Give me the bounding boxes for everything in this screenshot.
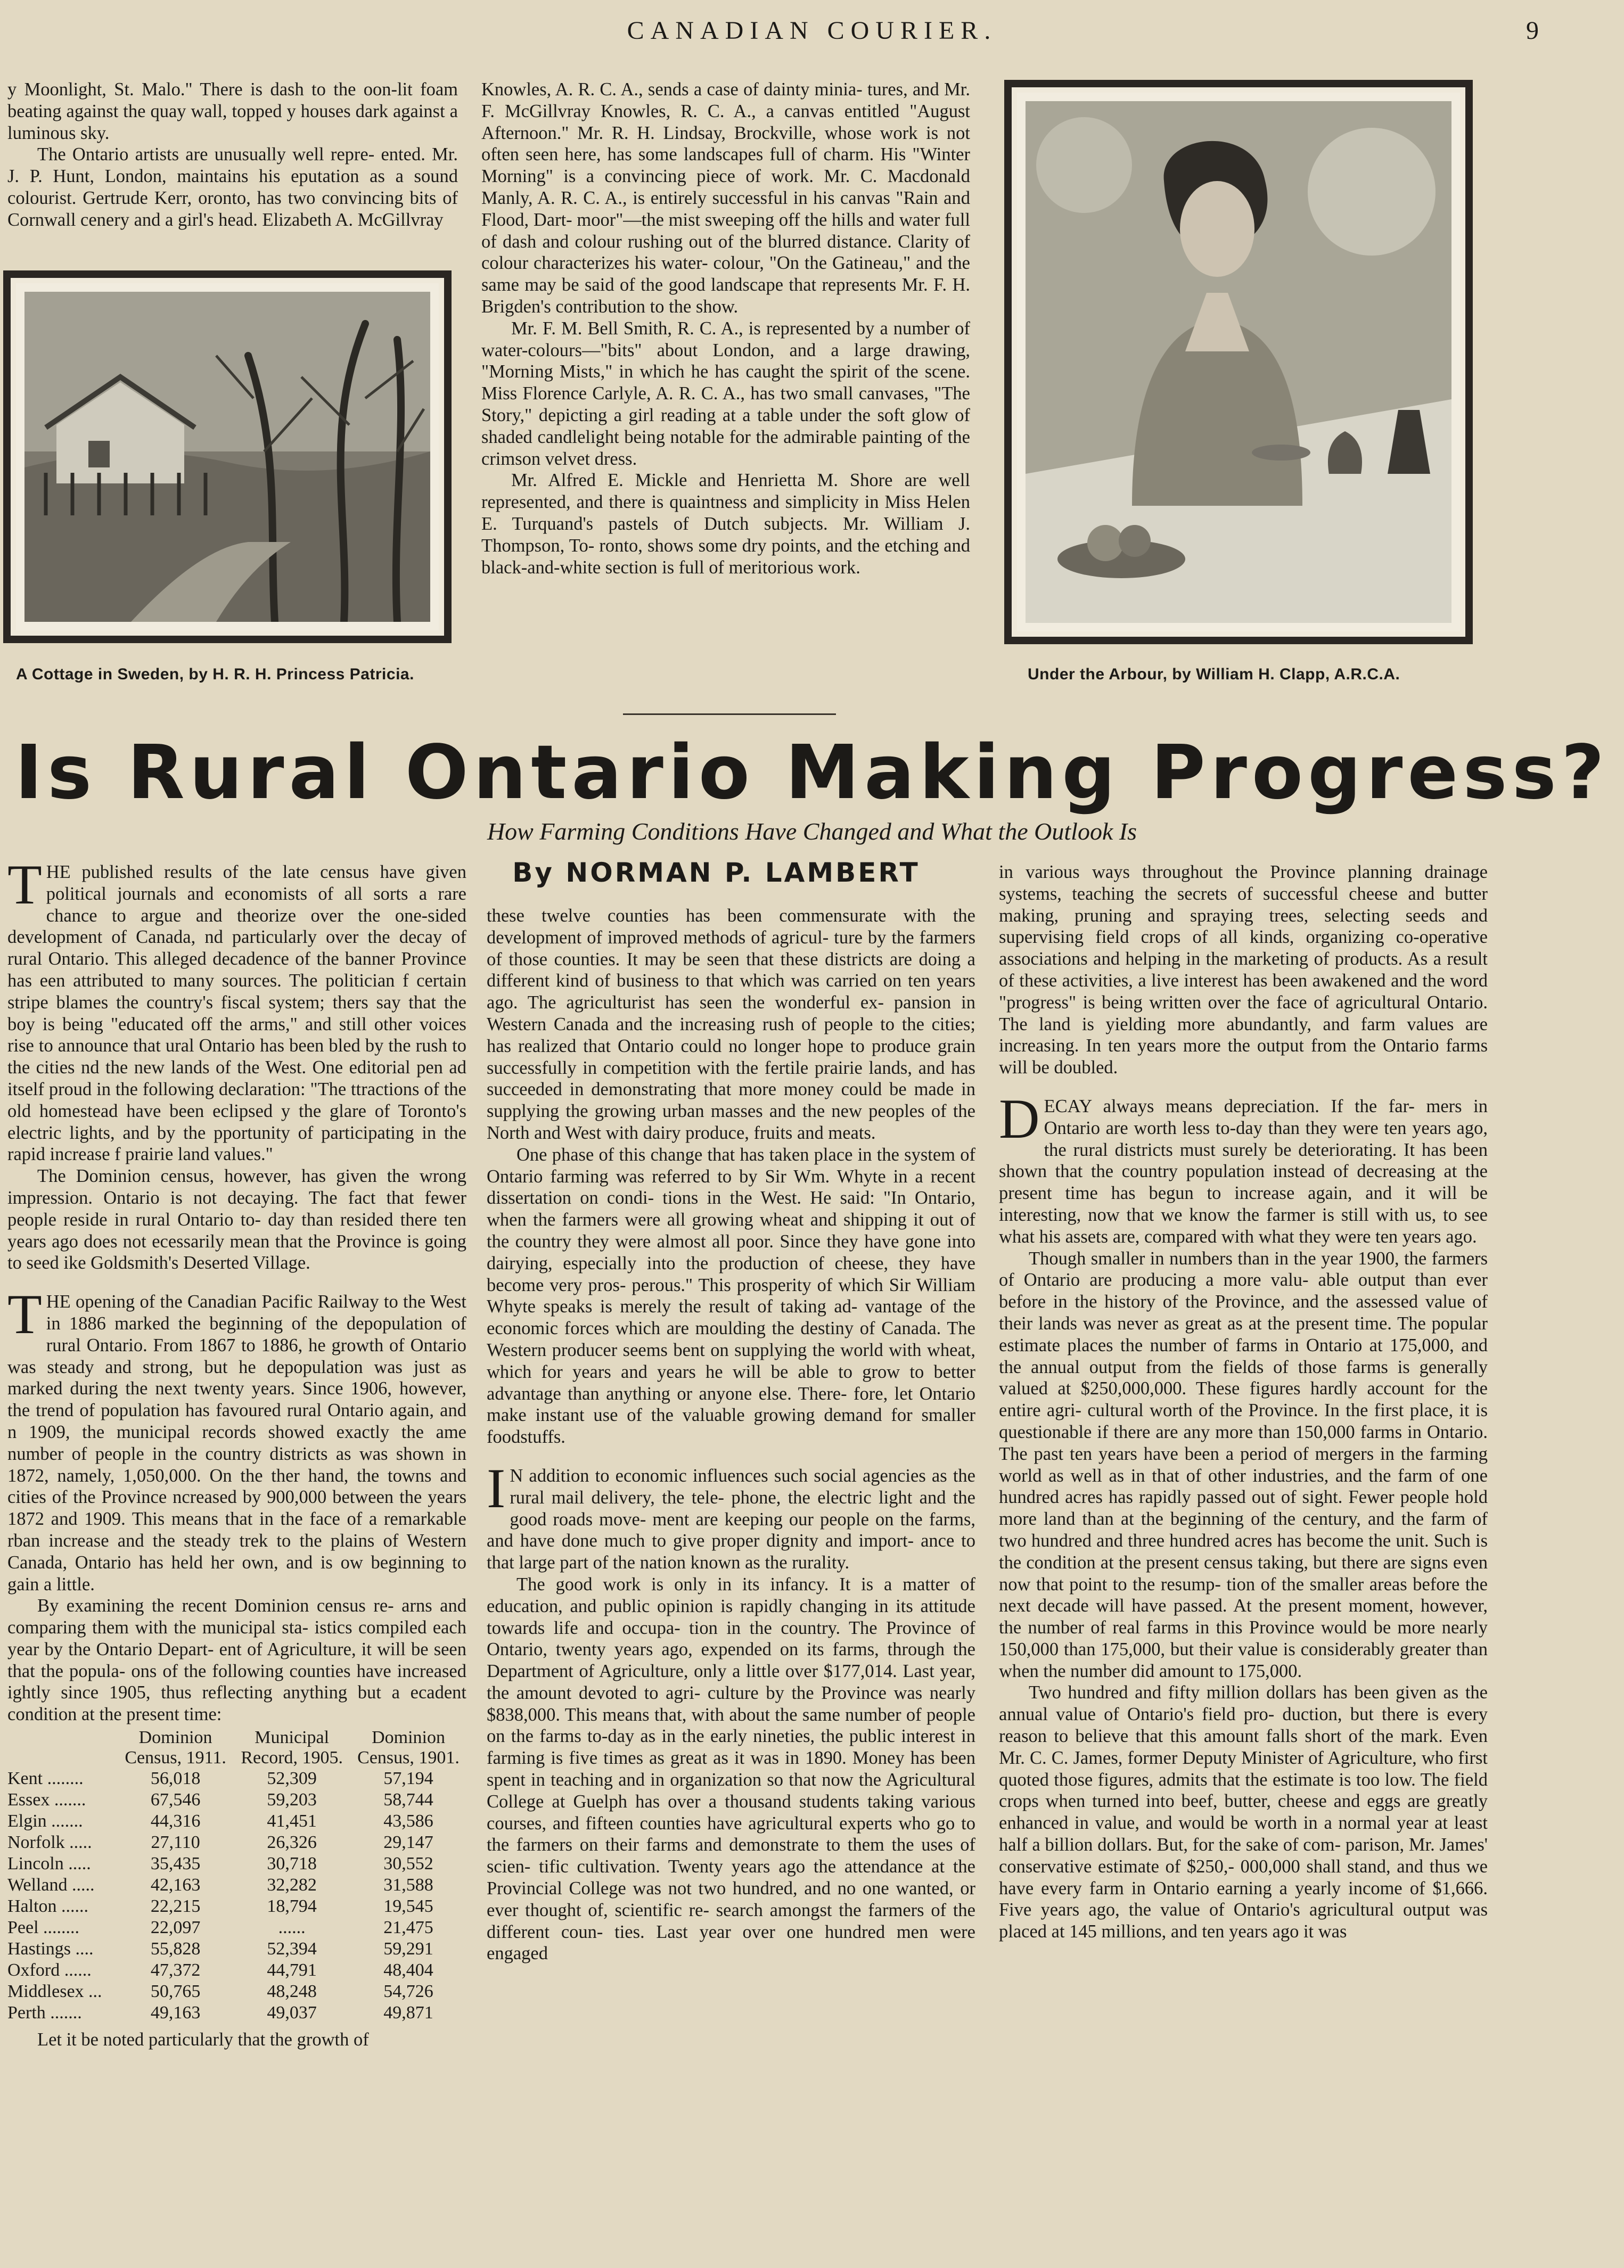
population-value: 44,316 (150, 1811, 201, 1831)
paragraph: The Dominion census, however, has given the wrong impression. Ontario is not decaying. The fact that fewer people reside in rural Ontario to- day than resided there ten years ago does not ecessarily mean that the Province is going to seed ike Goldsmith's Deserted Village. (7, 1166, 466, 1273)
column-header: Dominion Census, 1901. (357, 1728, 460, 1768)
population-value: ...... (278, 1918, 306, 1938)
paragraph: Mr. F. M. Bell Smith, R. C. A., is represented by a number of water-colours—"bits" about London, and a large drawing, "Morning Mists," in which he has caught the spirit of the scene. Miss Florence Carlyle, A. R. C. A., has two small canvases, "The Story," depicting a girl reading at a table under the soft glow of shaded candlelight being notable for the admirable painting of the crimson velvet dress. (481, 318, 970, 469)
magazine-title: CANADIAN COURIER. (627, 17, 997, 45)
column-header: Dominion Census, 1911. (125, 1728, 226, 1768)
population-value: 30,718 (267, 1854, 317, 1874)
population-value: 56,018 (150, 1769, 201, 1789)
population-value: 22,215 (150, 1896, 201, 1917)
table-row (7, 1896, 466, 1917)
painting-under-the-arbour (1004, 80, 1473, 644)
population-value: 18,794 (267, 1896, 317, 1917)
population-value: 52,394 (267, 1939, 317, 1959)
paragraph: Knowles, A. R. C. A., sends a case of dainty minia- tures, and Mr. F. McGillvray Knowles, R. C. A., a canvas entitled "August Afternoon." Mr. R. H. Lindsay, Brockville, whose work is not often seen here, has some landscapes full of charm. His "Winter Morning" is a convincing piece of work. Mr. C. Macdonald Manly, A. R. C. A., is entirely successful in his canvas "Rain and Flood, Dart- moor"—the mist sweeping off the hills and water full of dash and colour rushing out of the blurred distance. Clarity of colour characterizes his water- colour, "On the Gatineau," and the same may be said of the good landscape that represents Mr. F. H. Brigden's contribution to the show. (481, 79, 970, 317)
population-value: 32,282 (267, 1875, 317, 1895)
article-column-1 (7, 853, 466, 2051)
table-row (7, 1960, 466, 1981)
paragraph: The good work is only in its infancy. It is a matter of education, and public opinion is rapidly changing in its attitude towards life and occupa- tion in the country. The Province of Ontario, twenty years ago, expended on its farms, through the Department of Agriculture, only a little over $177,014. Last year, the amount devoted to agri- culture by the Province was nearly $838,000. This means that, with about the same number of people on the farms to-day as in the early nineties, the public interest in farming is five times as great as it was in 1890. Money has been spent in teaching and in organization so that now the Agricultural College at Guelph has over a thousand students taking various courses, and fifteen counties have agricultural experts who go to the farmers on their farms and demonstrate to them the uses of scien- tific cultivation. Twenty years ago the attendance at the Provincial College was not two hundred, and no one wanted, or ever thought of, scientific re- search amongst the farmers of the different coun- ties. Last year over one hundred men were engaged (487, 1574, 975, 1964)
paragraph: By examining the recent Dominion census re- arns and comparing them with the municipal sta- istics compiled each year by the Ontario Depart- ent of Agriculture, it will be seen that the popula- ons of the following counties have increased ightly since 1905, thus reflecting anything but a ecadent condition at the present time: (7, 1596, 466, 1725)
county-name: Peel ........ (7, 1918, 80, 1938)
paragraph: THE opening of the Canadian Pacific Railway to the West in 1886 marked the beginning of the depopulation of rural Ontario. From 1867 to 1886, he growth of Ontario was steady and strong, but he depopulation was just as marked during the next twenty years. Since 1906, however, the trend of population has favoured rural Ontario again, and n 1909, the municipal records showed exactly the ame number of people in the country districts as was shown in 1872, namely, 1,050,000. On the ther hand, the towns and cities of the Province ncreased by 900,000 between the years 1872 and 1909. This means that in the face of a remarkable rban increase and the steady trek to the plains of Western Canada, Ontario has held her own, and is ow beginning to gain a little. (7, 1283, 466, 1595)
county-name: Norfolk ..... (7, 1833, 92, 1853)
county-name: Hastings .... (7, 1939, 94, 1959)
population-value: 50,765 (150, 1982, 201, 2002)
painting-cottage-in-sweden (3, 270, 452, 643)
population-value: 59,291 (383, 1939, 433, 1959)
county-name: Welland ..... (7, 1875, 95, 1895)
county-name: Middlesex ... (7, 1982, 102, 2002)
column-header (7, 1728, 118, 1768)
population-value: 41,451 (267, 1811, 317, 1831)
article-headline: Is Rural Ontario Making Progress? (14, 729, 1610, 816)
table-row (7, 1832, 466, 1853)
article-subhead: How Farming Conditions Have Changed and What the Outlook Is (487, 818, 1137, 845)
population-value: 58,744 (383, 1790, 433, 1810)
paragraph: Though smaller in numbers than in the year 1900, the farmers of Ontario are producing a more valu- able output than ever before in the history of the Province, and the assessed value of their lands was never as great as at the present time. The popular estimate places the number of farms in Ontario at 175,000, and the annual output from the fields of those farms is generally valued at $250,000,000. These figures hardly account for the entire agri- cultural worth of the Province. In the first place, it is questionable if there are any more than 150,000 farms in Ontario. The past ten years have been a period of mergers in the farming world as well as in that of other industries, and the farm of one hundred acres has rapidly passed out of sight. Fewer people hold more land than at the beginning of the century, and the farm of two hundred and three hundred acres has become the unit. Such is the condition at the present census taking, but there are signs even now that point to the resump- tion of the smaller areas before the next decade will have passed. At the present moment, however, the number of real farms in this Province would be more nearly 150,000 than 175,000, but their value is considerably greater than when the number did amount to 175,000. (999, 1248, 1488, 1681)
table-row (7, 1768, 466, 1789)
paragraph: y Moonlight, St. Malo." There is dash to the oon-lit foam beating against the quay wall, topped y houses dark against a luminous sky. (7, 79, 458, 143)
population-value: 19,545 (383, 1896, 433, 1917)
caption-right: Under the Arbour, by William H. Clapp, A.R.C.A. (1028, 665, 1400, 683)
section-divider (623, 713, 836, 715)
population-value: 31,588 (383, 1875, 433, 1895)
drop-cap: I (487, 1457, 506, 1519)
paragraph: THE published results of the late census have given political journals and economists of all sorts a rare chance to argue and theorize over the one-sided development of Canada, nd particularly over the decay of rural Ontario. This alleged decadence of the banner Province has een attributed to many sources. The politician f certain stripe blames the country's fiscal system; thers say that the boy is being "educated off the arms," and still other voices rise to announce that ural Ontario has been bled by the rush to the cities nd the new lands of the West. One editorial pen ad itself proud in the following declaration: "The ttractions of the old homestead have been eclipsed y the glare of Toronto's electric lights, and by the pportunity of participating in the rapid increase f prairie land values." (7, 853, 466, 1165)
table-row (7, 1917, 466, 1938)
county-name: Elgin ....... (7, 1811, 83, 1831)
county-name: Kent ........ (7, 1769, 84, 1789)
population-value: 55,828 (150, 1939, 201, 1959)
article-byline: By NORMAN P. LAMBERT (512, 857, 920, 888)
county-name: Halton ...... (7, 1896, 89, 1917)
population-value: 52,309 (267, 1769, 317, 1789)
page-number: 9 (1526, 17, 1539, 45)
caption-left: A Cottage in Sweden, by H. R. H. Princess Patricia. (16, 665, 414, 683)
population-value: 43,586 (383, 1811, 433, 1831)
article-column-2 (487, 905, 975, 1965)
drop-cap: T (7, 853, 42, 916)
drop-cap: T (7, 1283, 42, 1346)
population-value: 47,372 (150, 1960, 201, 1981)
population-value: 59,203 (267, 1790, 317, 1810)
population-value: 49,037 (267, 2003, 317, 2023)
population-value: 30,552 (383, 1854, 433, 1874)
population-value: 26,326 (267, 1833, 317, 1853)
population-value: 21,475 (383, 1918, 433, 1938)
woman-at-table-illustration (1026, 101, 1451, 623)
paragraph: these twelve counties has been commensurate with the development of improved methods of agricul- ture by the farmers of those counties. It may be seen that these districts are doing a different kind of business to that which was carried on ten years ago. The agriculturist has seen the wonderful ex- pansion in Western Canada and the increasing rush of people to the cities; has realized that Ontario could no longer hope to produce grain successfully in competition with the fertile prairie lands, and has succeeded in demonstrating that more money could be made in supplying the growing urban masses and the new peoples of the North and West with dairy produce, fruits and meats. (487, 906, 975, 1143)
table-row (7, 1938, 466, 1960)
population-value: 22,097 (150, 1918, 201, 1938)
table-row (7, 1789, 466, 1811)
paragraph: One phase of this change that has taken place in the system of Ontario farming was referred to by Sir Wm. Whyte in a recent dissertation on condi- tions in the West. He said: "In Ontario, when the farmers were all growing wheat and shipping it out of the country they were almost all poor. Since they have gone into dairying, especially into the production of cheese, they have become very pros- perous." This prosperity of which Sir William Whyte speaks is merely the result of taking ad- vantage of the economic forces which are moulding the destiny of Canada. The Western producer seems bent on supplying the world with wheat, which for years and years he will be able to grow to better advantage than anything or anyone else. There- fore, let Ontario make instant use of the valuable growing demand for smaller foodstuffs. (487, 1144, 975, 1448)
top-middle-text (481, 79, 970, 578)
paragraph: in various ways throughout the Province planning drainage systems, teaching the secrets of successful cheese and butter making, pruning and spraying trees, selecting seeds and supervising field crops of all kinds, organizing co-operative associations and helping in the marketing of products. As a result of these activities, a live interest has been awakened and the word "progress" is being written over the face of agricultural Ontario. The land is yielding more abundantly, and farm values are increasing. In ten years more the output from the Ontario farms will be doubled. (999, 862, 1488, 1078)
paragraph: Two hundred and fifty million dollars has been given as the annual value of Ontario's field pro- duction, but there is every reason to believe that this amount falls short of the mark. Even Mr. C. C. James, former Deputy Minister of Agriculture, who first quoted those figures, admits that the estimate is too low. The field crops when turned into beef, butter, cheese and eggs are greatly enhanced in value, and would be worth in a normal year at least half a billion dollars. But, for the sake of com- parison, Mr. James' conservative estimate of $250,- 000,000 shall stand, and thus we have every farm in Ontario earning a yearly income of $1,666. Five years ago, the value of Ontario's agricultural output was placed at 145 millions, and ten years ago it was (999, 1682, 1488, 1942)
paragraph: DECAY always means depreciation. If the far- mers in Ontario are worth less to-day than they were ten years ago, the rural districts must surely be deteriorating. It has been shown that the country population instead of decreasing at the present time has begun to increase again, and it will be interesting, now that we know the farmer is still with us, to see what his assets are, compared with what they were ten years ago. (999, 1087, 1488, 1247)
population-value: 48,404 (383, 1960, 433, 1981)
county-name: Perth ....... (7, 2003, 82, 2023)
paragraph: Let it be noted particularly that the growth of (37, 2029, 369, 2050)
population-value: 42,163 (150, 1875, 201, 1895)
population-value: 44,791 (267, 1960, 317, 1981)
population-value: 49,871 (383, 2003, 433, 2023)
population-value: 67,546 (150, 1790, 201, 1810)
census-table (7, 1728, 466, 2024)
paragraph: Mr. Alfred E. Mickle and Henrietta M. Shore are well represented, and there is quaintness and simplicity in Miss Helen E. Turquand's pastels of Dutch subjects. Mr. William J. Thompson, To- ronto, shows some dry points, and the etching and black-and-white section is full of meritorious work. (481, 470, 970, 578)
paragraph: The Ontario artists are unusually well repre- ented. Mr. J. P. Hunt, London, maintains his eputation as a sound colourist. Gertrude Kerr, oronto, has two convincing bits of Cornwall cenery and a girl's head. Elizabeth A. McGillvray (7, 144, 458, 230)
table-header-row (7, 1728, 466, 1768)
table-row (7, 1811, 466, 1832)
cottage-illustration (24, 292, 430, 622)
table-row (7, 1981, 466, 2002)
paragraph: I N addition to economic influences such social agencies as the rural mail delivery, the tele- phone, the electric light and the good roads move- ment are keeping our people on the farms, and have done much to give proper dignity and import- ance to that large part of the nation known as the rurality. (487, 1457, 975, 1573)
county-name: Lincoln ..... (7, 1854, 91, 1874)
county-name: Oxford ...... (7, 1960, 92, 1981)
population-value: 35,435 (150, 1854, 201, 1874)
column-header: Municipal Record, 1905. (241, 1728, 343, 1768)
table-row (7, 2002, 466, 2024)
county-name: Essex ....... (7, 1790, 86, 1810)
table-row (7, 1853, 466, 1875)
population-value: 29,147 (383, 1833, 433, 1853)
population-value: 48,248 (267, 1982, 317, 2002)
population-value: 57,194 (383, 1769, 433, 1789)
population-value: 27,110 (151, 1833, 200, 1853)
running-head (0, 16, 1624, 53)
top-left-text (7, 79, 458, 231)
article-column-3 (999, 861, 1488, 1943)
table-row (7, 1875, 466, 1896)
population-value: 54,726 (383, 1982, 433, 2002)
population-value: 49,163 (150, 2003, 201, 2023)
drop-cap: D (999, 1087, 1040, 1150)
